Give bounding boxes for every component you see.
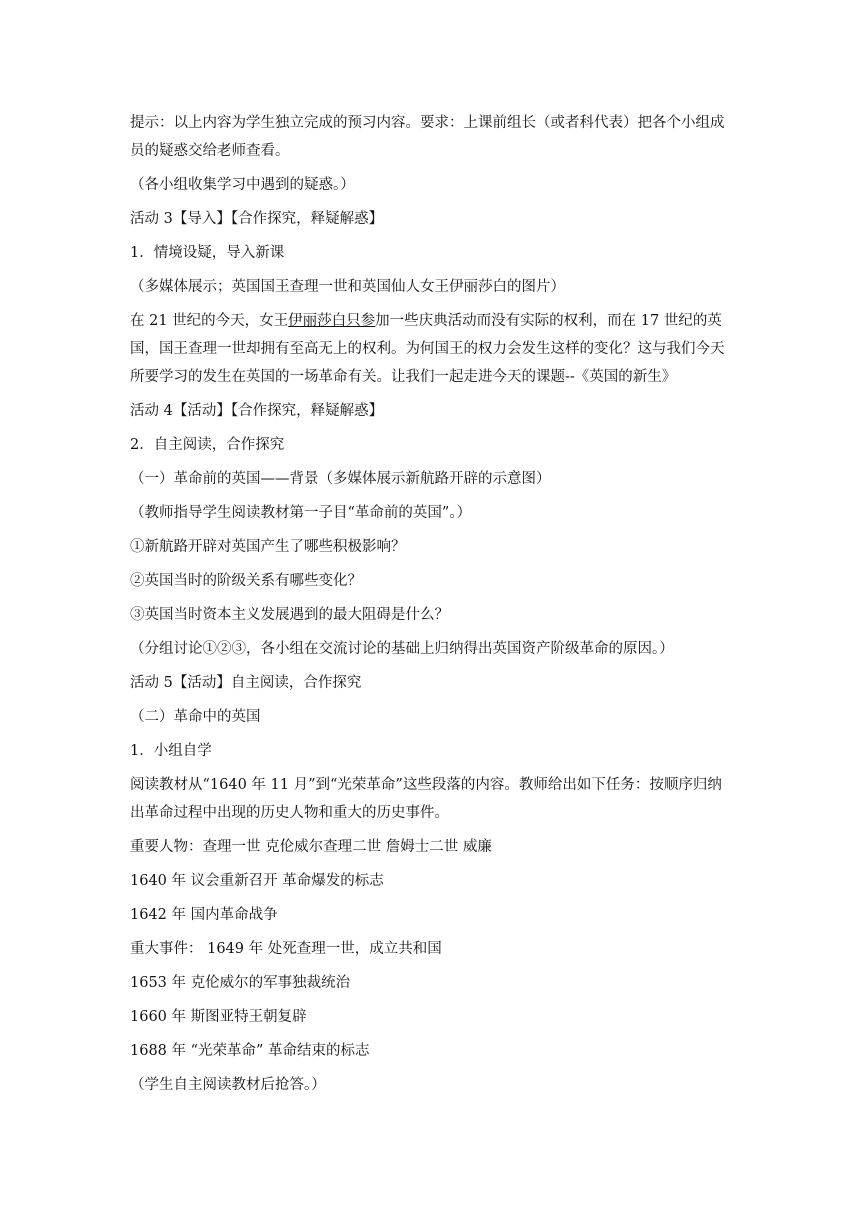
- paragraph-queen: [130, 304, 730, 394]
- event-1660: 1660 年 斯图亚特王朝复辟: [130, 1009, 307, 1025]
- text-segment: 加一些庆典活动而没有实际的权利，而在 17 世纪的英国，国王查理一世却拥有至高无上的权利。为何国王的权力会发生这样的变化？这与我们今天所要学习的发生在英国的一场革命有关。让我们一起走进今天的课题--《英国的新生》: [130, 313, 725, 385]
- paragraph-teacher-guide: （教师指导学生阅读教材第一子目“革命前的英国”。）: [130, 505, 472, 521]
- event-1640: 1640 年 议会重新召开 革命爆发的标志: [130, 873, 384, 889]
- heading-activity-3: 活动 3【导入】【合作探究，释疑解惑】: [130, 211, 384, 227]
- heading-activity-5: 活动 5【活动】自主阅读，合作探究: [130, 675, 362, 691]
- heading-during-revolution: （二）革命中的英国: [130, 709, 261, 725]
- paragraph-hint: 提示：以上内容为学生独立完成的预习内容。要求：上课前组长（或者科代表）把各个小组成员的疑惑交给老师查看。: [130, 115, 725, 159]
- event-1653: 1653 年 克伦威尔的军事独裁统治: [130, 975, 351, 991]
- paragraph-group-discussion: （分组讨论①②③，各小组在交流讨论的基础上归纳得出英国资产阶级革命的原因。）: [130, 641, 674, 657]
- event-1688: 1688 年 “光荣革命” 革命结束的标志: [130, 1043, 370, 1059]
- underlined-text: 伊丽莎白只参: [288, 313, 376, 329]
- event-1642: 1642 年 国内革命战争: [130, 907, 278, 923]
- heading-intro: 1．情境设疑，导入新课: [130, 245, 285, 261]
- question-2: ②英国当时的阶级关系有哪些变化？: [130, 573, 362, 589]
- paragraph-note-doubts: （各小组收集学习中遇到的疑惑。）: [130, 177, 355, 193]
- paragraph-student-answer: （学生自主阅读教材后抢答。）: [130, 1077, 326, 1093]
- heading-activity-4: 活动 4【活动】【合作探究，释疑解惑】: [130, 403, 384, 419]
- list-people: 重要人物：查理一世 克伦威尔查理二世 詹姆士二世 威廉: [130, 839, 492, 855]
- event-1649: 重大事件： 1649 年 处死查理一世，成立共和国: [130, 941, 442, 957]
- heading-reading: 2．自主阅读，合作探究: [130, 437, 285, 453]
- paragraph-task: 阅读教材从“1640 年 11 月”到“光荣革命”这些段落的内容。教师给出如下任务：按顺序归纳出革命过程中出现的历史人物和重大的历史事件。: [130, 777, 722, 821]
- question-3: ③英国当时资本主义发展遇到的最大阻碍是什么？: [130, 607, 449, 623]
- paragraph-pre-revolution: （一）革命前的英国——背景（多媒体展示新航路开辟的示意图）: [130, 471, 551, 487]
- heading-self-study: 1．小组自学: [130, 743, 212, 759]
- question-1: ①新航路开辟对英国产生了哪些积极影响？: [130, 539, 406, 555]
- paragraph-multimedia-1: （多媒体展示；英国国王查理一世和英国仙人女王伊丽莎白的图片）: [130, 279, 565, 295]
- document-body: [130, 106, 730, 1102]
- text-segment: 在 21 世纪的今天，女王: [130, 313, 289, 329]
